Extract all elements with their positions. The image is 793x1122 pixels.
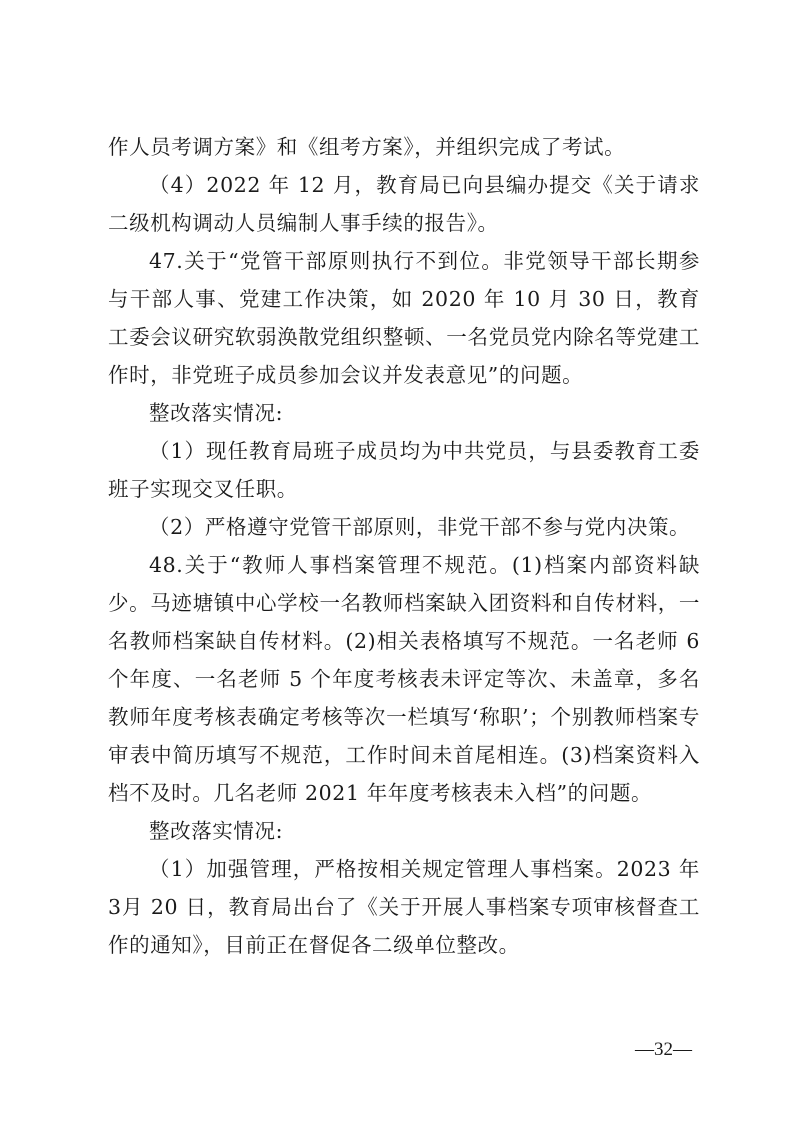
paragraph-rectification-48-1: （1）加强管理，严格按相关规定管理人事档案。2023 年 3月 20 日，教育局出台了《关于开展人事档案专项审核督查工作的通知》，目前正在督促各二级单位整改。 [108, 857, 700, 957]
paragraph-rectification-47-1: （1）现任教育局班子成员均为中共党员，与县委教育工委班子实现交叉任职。 [108, 439, 700, 501]
paragraph-rectification-heading-1: 整改落实情况: [149, 401, 284, 425]
paragraph-item-4: （4）2022 年 12 月，教育局已向县编办提交《关于请求二级机构调动人员编制人事手续的报告》。 [108, 173, 700, 235]
paragraph-issue-47: 47.关于“党管干部原则执行不到位。非党领导干部长期参与干部人事、党建工作决策，如 2020 年 10 月 30 日，教育工委会议研究软弱涣散党组织整顿、一名党员党内除名等党建工作时，非党班子成员参加会议并发表意见”的问题。 [108, 249, 700, 387]
paragraph-rectification-47-2: （2）严格遵守党管干部原则，非党干部不参与党内决策。 [149, 515, 691, 539]
paragraph-issue-48: 48.关于“教师人事档案管理不规范。(1)档案内部资料缺少。马迹塘镇中心学校一名教师档案缺入团资料和自传材料，一名教师档案缺自传材料。(2)相关表格填写不规范。一名老师 6 个年度、一名老师 5 个年度考核表未评定等次、未盖章，多名教师年度考核表确定考核等次一栏填写‘称职’；个别教师档案专审表中简历填写不规范，工作时间未首尾相连。(3)档案资料入档不及时。几名老师 2021 年年度考核表未入档”的问题。 [108, 553, 700, 805]
paragraph-continuation: 作人员考调方案》和《组考方案》，并组织完成了考试。 [108, 135, 626, 159]
paragraph-rectification-heading-2: 整改落实情况: [149, 819, 284, 843]
page-number: —32— [635, 1039, 692, 1060]
document-body [108, 128, 700, 964]
